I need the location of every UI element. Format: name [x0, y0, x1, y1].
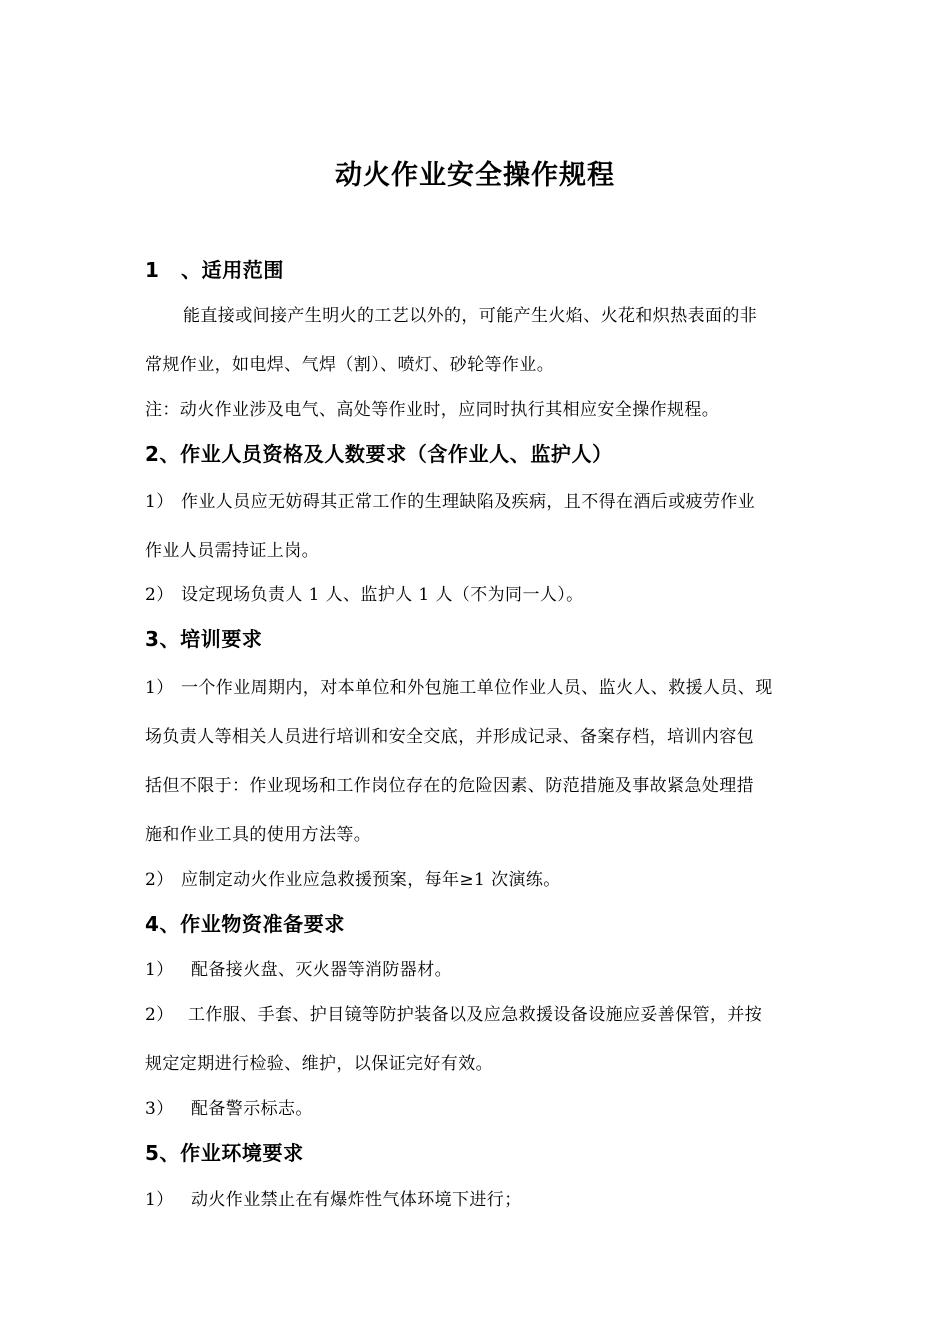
list-item-text: 配备警示标志。 — [191, 1099, 313, 1119]
list-marker: 1） — [145, 960, 174, 980]
list-item-text: 设定现场负责人 1 人、监护人 1 人（不为同一人）。 — [181, 585, 584, 605]
section-3-item-1 — [145, 676, 773, 700]
section-1-note: 注：动火作业涉及电气、高处等作业时，应同时执行其相应安全操作规程。 — [145, 400, 720, 420]
document-title: 动火作业安全操作规程 — [335, 160, 615, 191]
list-item-text: 工作服、手套、护目镜等防护装备以及应急救援设备设施应妥善保管，并按 — [188, 1005, 763, 1025]
section-5-item-1 — [145, 1188, 522, 1212]
section-2-item-1 — [145, 490, 755, 514]
section-4-item-1 — [145, 958, 452, 982]
section-2-heading: 2、作业人员资格及人数要求（含作业人、监护人） — [145, 442, 613, 466]
list-item-text: 应制定动火作业应急救援预案，每年≥1 次演练。 — [181, 870, 561, 890]
list-marker: 1） — [145, 492, 174, 512]
section-3-item-1-continuation: 施和作业工具的使用方法等。 — [145, 825, 372, 845]
list-marker: 3） — [145, 1099, 174, 1119]
list-item-text: 配备接火盘、灭火器等消防器材。 — [191, 960, 452, 980]
section-1-paragraph-line: 能直接或间接产生明火的工艺以外的，可能产生火焰、火花和炽热表面的非 — [183, 306, 758, 326]
section-4-heading: 4、作业物资准备要求 — [145, 912, 345, 936]
section-3-heading: 3、培训要求 — [145, 627, 263, 651]
section-2-item-1-continuation: 作业人员需持证上岗。 — [145, 541, 319, 561]
section-1-heading — [145, 256, 284, 284]
list-item-text: 动火作业禁止在有爆炸性气体环境下进行； — [191, 1190, 522, 1210]
list-marker: 2） — [145, 870, 174, 890]
section-4-item-3 — [145, 1097, 313, 1121]
list-marker: 1） — [145, 1190, 174, 1210]
list-item-text: 作业人员应无妨碍其正常工作的生理缺陷及疾病，且不得在酒后或疲劳作业 — [181, 492, 756, 512]
list-marker: 2） — [145, 1005, 174, 1025]
section-3-item-2 — [145, 868, 561, 892]
section-5-heading: 5、作业环境要求 — [145, 1141, 304, 1165]
section-1-title: 、适用范围 — [181, 258, 284, 282]
section-4-item-2 — [145, 1003, 762, 1027]
list-item-text: 一个作业周期内，对本单位和外包施工单位作业人员、监火人、救援人员、现 — [181, 678, 773, 698]
section-2-item-2 — [145, 583, 584, 607]
list-marker: 2） — [145, 585, 174, 605]
section-4-item-2-continuation: 规定定期进行检验、维护，以保证完好有效。 — [145, 1054, 493, 1074]
section-3-item-1-continuation: 场负责人等相关人员进行培训和安全交底，并形成记录、备案存档，培训内容包 — [145, 727, 754, 747]
section-1-paragraph-line: 常规作业，如电焊、气焊（割）、喷灯、砂轮等作业。 — [145, 355, 555, 375]
section-1-number: 1 — [145, 258, 160, 282]
list-marker: 1） — [145, 678, 174, 698]
section-3-item-1-continuation: 括但不限于：作业现场和工作岗位存在的危险因素、防范措施及事故紧急处理措 — [145, 776, 754, 796]
